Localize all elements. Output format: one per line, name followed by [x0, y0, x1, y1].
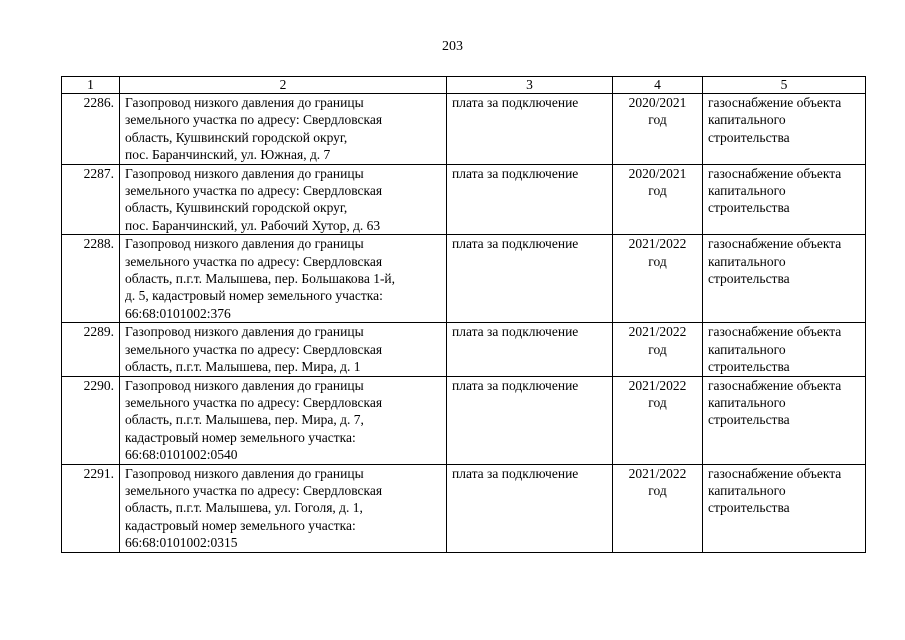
object-description: [120, 235, 447, 323]
description-line: земельного участка по адресу: Свердловская: [125, 394, 383, 410]
description-line: область, п.г.т. Малышева, пер. Мира, д. 1: [125, 359, 361, 375]
purpose-line: газоснабжение объекта: [708, 465, 842, 481]
column-header: 4: [613, 77, 703, 94]
table-row: [62, 323, 866, 376]
description-line: пос. Баранчинский, ул. Южная, д. 7: [125, 147, 331, 163]
period: [613, 323, 703, 376]
purpose-line: строительства: [708, 500, 790, 516]
description-line: область, п.г.т. Малышева, ул. Гоголя, д. 1,: [125, 500, 363, 516]
financing-source: плата за подключение: [447, 464, 613, 552]
description-line: земельного участка по адресу: Свердловская: [125, 482, 383, 498]
purpose-line: строительства: [708, 359, 790, 375]
period-line: 2020/2021: [628, 165, 687, 181]
description-line: 66:68:0101002:0315: [125, 535, 238, 551]
period-line: 2021/2022: [628, 236, 687, 252]
row-number: 2289.: [62, 323, 120, 376]
description-line: Газопровод низкого давления до границы: [125, 95, 364, 110]
period-line: год: [648, 183, 667, 199]
purpose-line: капитального: [708, 394, 786, 410]
description-line: земельного участка по адресу: Свердловская: [125, 183, 383, 199]
period-line: год: [648, 482, 667, 498]
description-line: пос. Баранчинский, ул. Рабочий Хутор, д. 63: [125, 217, 381, 233]
description-line: Газопровод низкого давления до границы: [125, 236, 364, 252]
purpose-line: газоснабжение объекта: [708, 165, 842, 181]
table-row: [62, 376, 866, 464]
purpose-line: капитального: [708, 482, 786, 498]
object-description: [120, 376, 447, 464]
row-number: 2286.: [62, 94, 120, 165]
object-description: [120, 94, 447, 165]
row-number: 2291.: [62, 464, 120, 552]
description-line: область, п.г.т. Малышева, пер. Мира, д. 7,: [125, 412, 364, 428]
purpose-line: капитального: [708, 341, 786, 357]
period: [613, 94, 703, 165]
period: [613, 164, 703, 235]
description-line: кадастровый номер земельного участка:: [125, 517, 356, 533]
purpose-line: строительства: [708, 200, 790, 216]
period-line: год: [648, 112, 667, 128]
object-description: [120, 323, 447, 376]
row-number: 2290.: [62, 376, 120, 464]
purpose: [703, 323, 866, 376]
table-row: [62, 94, 866, 165]
purpose-line: капитального: [708, 112, 786, 128]
purpose-line: строительства: [708, 129, 790, 145]
column-header: 1: [62, 77, 120, 94]
period-line: 2021/2022: [628, 324, 687, 340]
description-line: область, Кушвинский городской округ,: [125, 129, 348, 145]
description-line: земельного участка по адресу: Свердловская: [125, 253, 383, 269]
period-line: 2021/2022: [628, 465, 687, 481]
description-line: земельного участка по адресу: Свердловская: [125, 112, 383, 128]
row-number: 2287.: [62, 164, 120, 235]
period-line: год: [648, 341, 667, 357]
financing-source: плата за подключение: [447, 376, 613, 464]
table-body: [62, 94, 866, 553]
register-table: [61, 76, 866, 553]
object-description: [120, 464, 447, 552]
description-line: земельного участка по адресу: Свердловская: [125, 341, 383, 357]
table-row: [62, 464, 866, 552]
description-line: 66:68:0101002:376: [125, 305, 231, 321]
period-line: год: [648, 394, 667, 410]
purpose: [703, 376, 866, 464]
description-line: область, п.г.т. Малышева, пер. Большакова 1-й,: [125, 271, 396, 287]
purpose-line: капитального: [708, 183, 786, 199]
purpose: [703, 464, 866, 552]
period: [613, 235, 703, 323]
purpose-line: строительства: [708, 412, 790, 428]
financing-source: плата за подключение: [447, 164, 613, 235]
period-line: год: [648, 253, 667, 269]
object-description: [120, 164, 447, 235]
purpose-line: газоснабжение объекта: [708, 324, 842, 340]
period: [613, 376, 703, 464]
table-row: [62, 235, 866, 323]
financing-source: плата за подключение: [447, 94, 613, 165]
column-header: 5: [703, 77, 866, 94]
column-header: 3: [447, 77, 613, 94]
purpose-line: газоснабжение объекта: [708, 236, 842, 252]
purpose: [703, 94, 866, 165]
description-line: 66:68:0101002:0540: [125, 447, 238, 463]
purpose-line: капитального: [708, 253, 786, 269]
purpose-line: газоснабжение объекта: [708, 95, 842, 110]
column-header: 2: [120, 77, 447, 94]
description-line: кадастровый номер земельного участка:: [125, 429, 356, 445]
period: [613, 464, 703, 552]
description-line: Газопровод низкого давления до границы: [125, 465, 364, 481]
description-line: область, Кушвинский городской округ,: [125, 200, 348, 216]
purpose: [703, 164, 866, 235]
description-line: д. 5, кадастровый номер земельного участка:: [125, 288, 383, 304]
period-line: 2020/2021: [628, 95, 687, 110]
description-line: Газопровод низкого давления до границы: [125, 165, 364, 181]
table-row: [62, 164, 866, 235]
header-row: [62, 77, 866, 94]
description-line: Газопровод низкого давления до границы: [125, 377, 364, 393]
financing-source: плата за подключение: [447, 235, 613, 323]
financing-source: плата за подключение: [447, 323, 613, 376]
purpose: [703, 235, 866, 323]
period-line: 2021/2022: [628, 377, 687, 393]
page-number: 203: [442, 39, 463, 54]
row-number: 2288.: [62, 235, 120, 323]
description-line: Газопровод низкого давления до границы: [125, 324, 364, 340]
purpose-line: газоснабжение объекта: [708, 377, 842, 393]
purpose-line: строительства: [708, 271, 790, 287]
